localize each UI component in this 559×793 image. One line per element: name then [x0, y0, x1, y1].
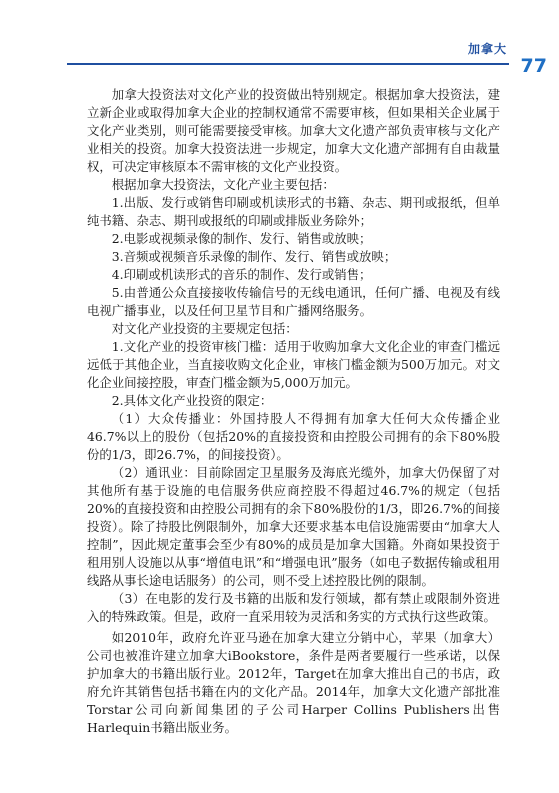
list-item-music-print: 4.印刷或机读形式的音乐的制作、发行或销售；: [111, 267, 372, 282]
rule-specific-limits: 2.具体文化产业投资的限定：: [111, 393, 273, 408]
paragraph-cultural-industries-heading: 根据加拿大投资法，文化产业主要包括：: [111, 177, 335, 192]
list-item-film: 2.电影或视频录像的制作、发行、销售或放映；: [111, 231, 372, 246]
body-text: [87, 86, 500, 737]
page-number: 77: [520, 55, 547, 77]
list-item-broadcasting: 5.由普通公众直接接收传输信号的无线电通讯，任何广播、电视及有线电视广播事业，以及任何卫星节目和广播网络服务。: [87, 285, 500, 318]
section-title: 加拿大: [467, 42, 507, 56]
rule-mass-media: （1）大众传播业：外国持股人不得拥有加拿大任何大众传播企业46.7%以上的股份（包括20%的直接投资和由控股公司拥有的余下80%股份的1/3，即26.7%，的间接投资）。: [87, 411, 500, 462]
paragraph-main-rules-heading: 对文化产业投资的主要规定包括：: [111, 321, 298, 336]
header-rule: [67, 63, 509, 65]
rule-film-publishing: （3）在电影的发行及书籍的出版和发行领域，都有禁止或限制外资进入的特殊政策。但是，政府一直采用较为灵活和务实的方式执行这些政策。: [87, 591, 500, 624]
rule-telecom: （2）通讯业：目前除固定卫星服务及海底光缆外，加拿大仍保留了对其他所有基于设施的电信服务供应商控股不得超过46.7%的规定（包括20%的直接投资和由控股公司拥有的余下80%股份的1/3，即26.7%的间接投资）。除了持股比例限制外，加拿大还要求基本电信设施需要由“加拿大人控制”，因此规定董事会至少有80%的成员是加拿大国籍。外商如果投资于租用别人设施以从事“增值电讯”和“增强电讯”服务（如电子数据传输或租用线路从事长途电话服务）的公司，则不受上述控股比例的限制。: [87, 465, 500, 588]
paragraph-intro: 加拿大投资法对文化产业的投资做出特别规定。根据加拿大投资法，建立新企业或取得加拿大企业的控制权通常不需要审核，但如果相关企业属于文化产业类别，则可能需要接受审核。加拿大文化遗产部负责审核与文化产业相关的投资。加拿大投资法进一步规定，加拿大文化遗产部拥有自由裁量权，可决定审核原本不需审核的文化产业投资。: [87, 87, 500, 174]
rule-review-threshold: 1.文化产业的投资审核门槛：适用于收购加拿大文化企业的审查门槛远远低于其他企业，当直接收购文化企业，审核门槛金额为500万加元。对文化企业间接控股，审查门槛金额为5,000万加元。: [87, 339, 500, 390]
paragraph-examples: 如2010年，政府允许亚马逊在加拿大建立分销中心，苹果（加拿大）公司也被准许建立加拿大iBookstore，条件是两者要履行一些承诺，以保护加拿大的书籍出版行业。2012年，Target在加拿大推出自己的书店，政府允许其销售包括书籍在内的文化产品。2014年，加拿大文化遗产部批准Torstar公司向新闻集团的子公司Harper Collins Publishers出售Harlequin书籍出版业务。: [87, 630, 500, 735]
list-item-publishing: 1.出版、发行或销售印刷或机读形式的书籍、杂志、期刊或报纸，但单纯书籍、杂志、期刊或报纸的印刷或排版业务除外；: [87, 195, 500, 228]
list-item-music-video: 3.音频或视频音乐录像的制作、发行、销售或放映；: [111, 249, 397, 264]
page-header: [0, 0, 559, 90]
